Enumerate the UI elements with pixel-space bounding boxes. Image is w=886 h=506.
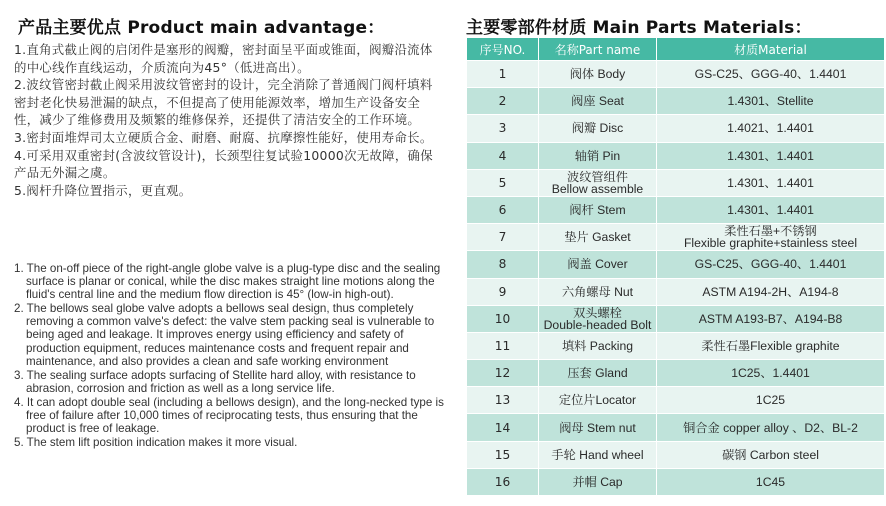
table-row xyxy=(467,305,885,332)
advantage-cn-list xyxy=(14,41,444,199)
cell-no: 1 xyxy=(467,61,539,88)
cell-no: 11 xyxy=(467,332,539,359)
table-row xyxy=(467,251,885,278)
cell-material: 铜合金 copper alloy 、D2、BL-2 xyxy=(657,414,885,441)
cell-material: 碳钢 Carbon steel xyxy=(657,441,885,468)
cn-point: 1.直角式截止阀的启闭件是塞形的阀瓣，密封面呈平面或锥面，阀瓣沿流体的中心线作直线运动，介质流向为45°（低进高出）。 xyxy=(14,42,433,75)
cell-part-name: 六角螺母 Nut xyxy=(539,278,657,305)
cell-no: 8 xyxy=(467,251,539,278)
cell-material: 1C25 xyxy=(657,387,885,414)
cell-no: 4 xyxy=(467,142,539,169)
cell-material: 柔性石墨Flexible graphite xyxy=(657,332,885,359)
en-point: 2. The bellows seal globe valve adopts a bellows seal design, thus completely removing a common valve's defect: the valve stem packing seal is vulnerable to being aged and leakage. It improves energy using efficiency and safety of production equipment, reduces maintenance costs and frequent repair and maintenance, and also provides a clean and safe working environment xyxy=(14,302,435,368)
cell-part-name: 手轮 Hand wheel xyxy=(539,441,657,468)
cell-material: 1.4301、1.4401 xyxy=(657,169,885,196)
table-row xyxy=(467,142,885,169)
table-header-row xyxy=(467,38,885,61)
cell-part-name: 垫片 Gasket xyxy=(539,224,657,251)
table-row xyxy=(467,169,885,196)
table-row xyxy=(467,360,885,387)
cell-no: 14 xyxy=(467,414,539,441)
materials-table xyxy=(466,37,885,496)
table-row xyxy=(467,115,885,142)
cell-part-name: 并帽 Cap xyxy=(539,468,657,495)
en-point: 3. The sealing surface adopts surfacing of Stellite hard alloy, with resistance to abrasion, corrosion and friction as well as a long service life. xyxy=(14,368,416,395)
cell-no: 12 xyxy=(467,360,539,387)
cell-material: ASTM A194-2H、A194-8 xyxy=(657,278,885,305)
cell-material: 1C25、1.4401 xyxy=(657,360,885,387)
table-row xyxy=(467,88,885,115)
cell-part-name: 压套 Gland xyxy=(539,360,657,387)
column-header-part-name: 名称Part name xyxy=(539,38,657,61)
cell-no: 13 xyxy=(467,387,539,414)
cell-material: GS-C25、GGG-40、1.4401 xyxy=(657,251,885,278)
table-row xyxy=(467,441,885,468)
cell-part-name: 双头螺栓 Double-headed Bolt xyxy=(539,305,657,332)
table-row xyxy=(467,196,885,223)
table-row xyxy=(467,224,885,251)
cell-material: 柔性石墨+不锈钢 Flexible graphite+stainless steel xyxy=(657,224,885,251)
cell-material: GS-C25、GGG-40、1.4401 xyxy=(657,61,885,88)
cell-material: 1C45 xyxy=(657,468,885,495)
table-row xyxy=(467,468,885,495)
cell-part-name: 阀瓣 Disc xyxy=(539,115,657,142)
cell-material: 1.4301、Stellite xyxy=(657,88,885,115)
advantage-en-list xyxy=(14,262,444,450)
cell-material: ASTM A193-B7、A194-B8 xyxy=(657,305,885,332)
materials-heading: 主要零部件材质 Main Parts Materials： xyxy=(466,18,812,38)
cell-no: 2 xyxy=(467,88,539,115)
cn-point: 2.波纹管密封截止阀采用波纹管密封的设计，完全消除了普通阀门阀杆填料密封老化快易泄漏的缺点，不但提高了使用能源效率，增加生产设备安全性，减少了维修费用及频繁的维修保养，还提供了清洁安全的工作环境。 xyxy=(14,77,433,128)
materials-section xyxy=(454,0,886,506)
cell-no: 16 xyxy=(467,468,539,495)
cell-no: 7 xyxy=(467,224,539,251)
cell-part-name: 波纹管组件 Bellow assemble xyxy=(539,169,657,196)
cell-part-name: 轴销 Pin xyxy=(539,142,657,169)
cell-part-name: 阀母 Stem nut xyxy=(539,414,657,441)
cell-part-name: 阀座 Seat xyxy=(539,88,657,115)
table-row xyxy=(467,332,885,359)
cell-part-name: 填料 Packing xyxy=(539,332,657,359)
table-row xyxy=(467,387,885,414)
cell-part-name: 阀盖 Cover xyxy=(539,251,657,278)
column-header-no: 序号NO. xyxy=(467,38,539,61)
materials-table-body xyxy=(467,61,885,496)
table-row xyxy=(467,278,885,305)
cell-material: 1.4301、1.4401 xyxy=(657,142,885,169)
advantage-heading: 产品主要优点 Product main advantage： xyxy=(18,18,385,38)
cell-no: 10 xyxy=(467,305,539,332)
column-header-material: 材质Material xyxy=(657,38,885,61)
table-row xyxy=(467,61,885,88)
cell-no: 9 xyxy=(467,278,539,305)
table-row xyxy=(467,414,885,441)
cell-part-name: 阀杆 Stem xyxy=(539,196,657,223)
en-point: 5. The stem lift position indication makes it more visual. xyxy=(14,436,298,450)
cn-point: 3.密封面堆焊司太立硬质合金、耐磨、耐腐、抗摩擦性能好，使用寿命长。 xyxy=(14,129,433,145)
cell-material: 1.4021、1.4401 xyxy=(657,115,885,142)
cell-part-name: 阀体 Body xyxy=(539,61,657,88)
cell-part-name: 定位片Locator xyxy=(539,387,657,414)
cn-point: 4.可采用双重密封(含波纹管设计)，长颈型往复试验10000次无故障，确保产品无外漏之虞。 xyxy=(14,147,433,181)
en-point: 1. The on-off piece of the right-angle globe valve is a plug-type disc and the sealing surface is planar or conical, while the disc makes straight line motions along the fluid's central line and the medium flow direction is 45° (low-in high-out). xyxy=(14,262,441,302)
cell-no: 3 xyxy=(467,115,539,142)
cell-no: 6 xyxy=(467,196,539,223)
cell-material: 1.4301、1.4401 xyxy=(657,196,885,223)
cn-point: 5.阀杆升降位置指示，更直观。 xyxy=(14,182,192,198)
cell-no: 15 xyxy=(467,441,539,468)
en-point: 4. It can adopt double seal (including a bellows design), and the long-necked type is free of failure after 10,000 times of reciprocating tests, thus ensuring that the product is free of leakage. xyxy=(14,395,444,436)
cell-no: 5 xyxy=(467,169,539,196)
